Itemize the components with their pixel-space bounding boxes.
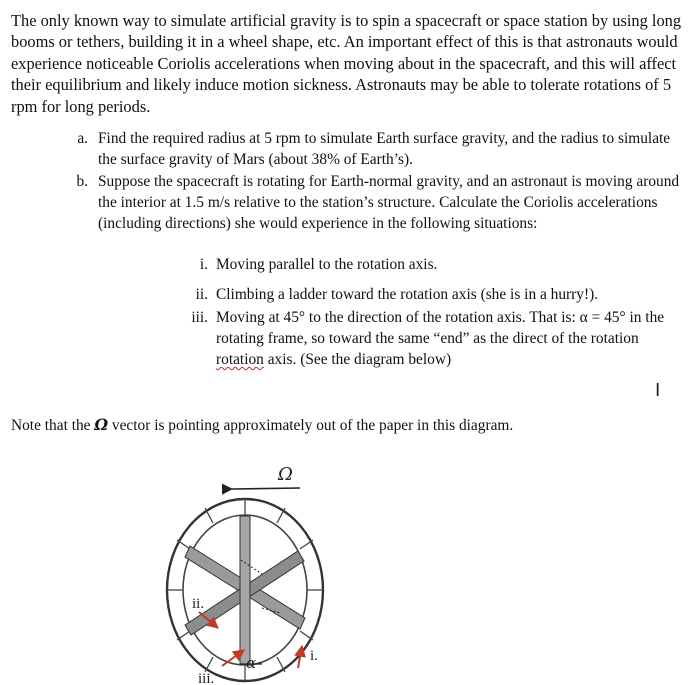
- subquestion-iii-text: [216, 307, 680, 370]
- subquestion-iii-text-b: axis. (See the diagram below): [263, 351, 452, 368]
- label-i: i.: [310, 648, 318, 664]
- spokes: [185, 516, 305, 664]
- question-b-text: Suppose the spacecraft is rotating for Earth-normal gravity, and an astronaut is moving around the interior at 1.5 m/s relative to the station’s structure. Calculate the Coriolis accelerations (including directions) she would experience in the following situations:: [98, 173, 680, 232]
- text-cursor-icon: I: [655, 380, 661, 401]
- question-a-text: Find the required radius at 5 rpm to simulate Earth surface gravity, and the radius to simulate the surface gravity of Mars (about 38% of Earth’s).: [98, 130, 671, 168]
- question-a-marker: a.: [77, 130, 88, 147]
- intro-paragraph: The only known way to simulate artificial gravity is to spin a spacecraft or space station by using long booms or tethers, building it in a wheel shape, etc. An important effect of this is that astronauts would experience noticeable Coriolis accelerations when moving about in the spacecraft, and this will affect their equilibrium and likely induce motion sickness. Astronauts may be able to tolerate rotations of 5 rpm for long periods.: [11, 11, 682, 116]
- alpha-label: α: [246, 654, 257, 672]
- label-ii: ii.: [192, 596, 205, 612]
- subquestion-i-marker: i.: [199, 256, 208, 273]
- label-iii: iii.: [198, 671, 215, 685]
- note-text-a: Note that the: [11, 417, 95, 434]
- spellcheck-underlined-word: rotation: [216, 351, 264, 368]
- note-text-b: vector is pointing approximately out of the paper in this diagram.: [108, 417, 514, 434]
- question-b-marker: b.: [76, 173, 88, 190]
- subquestion-iii-marker: iii.: [191, 309, 208, 326]
- rotation-arrow: [232, 488, 300, 489]
- subquestion-ii-text: Climbing a ladder toward the rotation axis (she is in a hurry!).: [216, 286, 599, 303]
- omega-symbol: Ω: [94, 416, 109, 434]
- omega-diagram-label: Ω: [278, 464, 293, 485]
- subquestion-i-text: Moving parallel to the rotation axis.: [216, 256, 438, 273]
- subquestion-ii-marker: ii.: [195, 286, 208, 303]
- subquestion-iii-text-a: Moving at 45° to the direction of the rotation axis. That is: α = 45° in the rotating frame, so toward the same “end” as the direct of the rotation: [216, 309, 665, 347]
- station-diagram: [0, 430, 700, 685]
